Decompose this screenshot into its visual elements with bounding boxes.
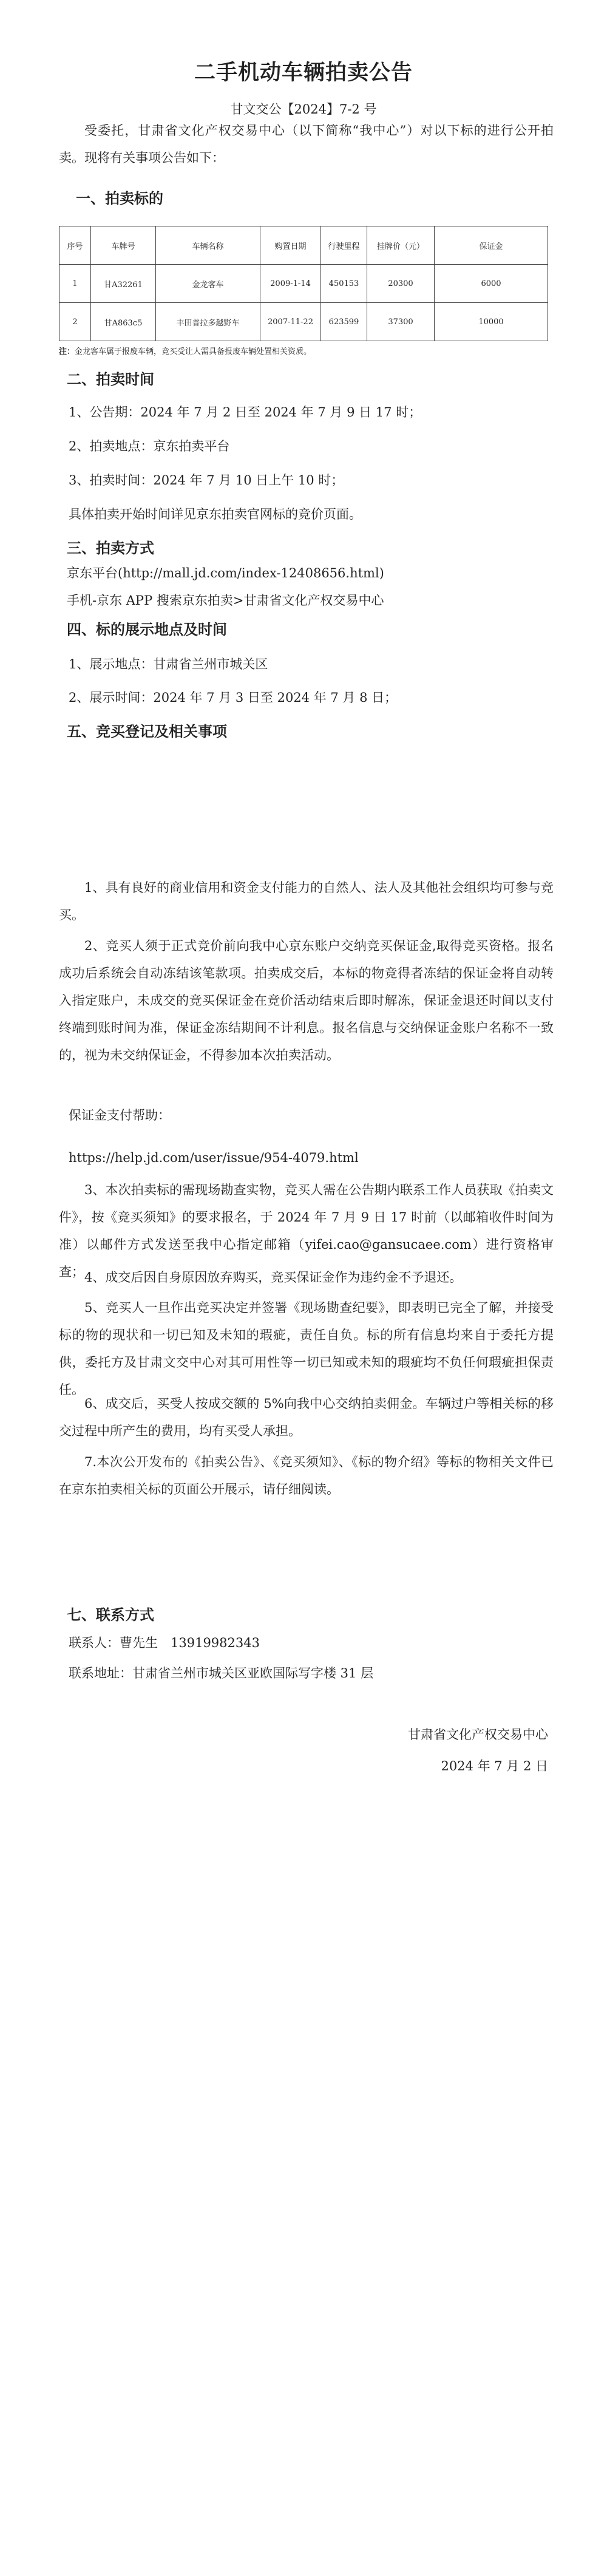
note-text: 金龙客车属于报废车辆，竞买受让人需具备报废车辆处置相关资质。 bbox=[75, 347, 312, 356]
section-7-heading: 七、联系方式 bbox=[67, 1606, 154, 1623]
table-cell: 1 bbox=[59, 265, 91, 303]
display-time: 2、展示时间：2024 年 7 月 3 日至 2024 年 7 月 8 日； bbox=[69, 690, 398, 705]
contact-address: 联系地址：甘肃省兰州市城关区亚欧国际写字楼 31 层 bbox=[69, 1666, 374, 1681]
section-4-heading: 四、标的展示地点及时间 bbox=[67, 621, 227, 638]
auction-items-table bbox=[59, 226, 548, 341]
table-note bbox=[59, 345, 311, 356]
display-location: 1、展示地点：甘肃省兰州市城关区 bbox=[69, 657, 268, 671]
table-cell: 2007-11-22 bbox=[260, 303, 321, 341]
jd-platform-link[interactable]: 京东平台(http://mall.jd.com/index-12408656.html) bbox=[67, 566, 384, 580]
contact-person: 联系人：曹先生 13919982343 bbox=[69, 1636, 260, 1650]
document-number: 甘文交公【2024】7-2 号 bbox=[230, 102, 377, 117]
eligibility-paragraph: 1、具有良好的商业信用和资金支付能力的自然人、法人及其他社会组织均可参与竞买。 bbox=[59, 880, 554, 922]
inspection-paragraph: 3、本次拍卖标的需现场勘查实物，竞买人需在公告期内联系工作人员获取《拍卖文件》，按《竞买须知》的要求报名，于 2024 年 7 月 9 日 17 时前（以邮箱收件时间为准）以邮件方式发送至我中心指定邮箱（yifei.cao@gansucaee.com）进行资格审查； bbox=[59, 1183, 554, 1279]
table-cell: 6000 bbox=[435, 265, 548, 303]
table-cell: 甘A863c5 bbox=[91, 303, 156, 341]
table-cell: 2 bbox=[59, 303, 91, 341]
page-title: 二手机动车辆拍卖公告 bbox=[194, 61, 413, 85]
table-cell: 37300 bbox=[367, 303, 435, 341]
signature-org: 甘肃省文化产权交易中心 bbox=[408, 1727, 548, 1742]
table-cell: 2009-1-14 bbox=[260, 265, 321, 303]
liability-paragraph: 5、竞买人一旦作出竞买决定并签署《现场勘查纪要》，即表明已完全了解，并接受标的物的现状和一切已知及未知的瑕疵，责任自负。标的所有信息均来自于委托方提供，委托方及甘肃文交中心对其可用性等一切已知或未知的瑕疵均不负任何瑕疵担保责任。 bbox=[59, 1300, 554, 1397]
table-cell: 623599 bbox=[321, 303, 367, 341]
table-header: 序号 bbox=[59, 226, 91, 265]
section-1-heading: 一、拍卖标的 bbox=[76, 190, 163, 207]
table-row bbox=[59, 303, 548, 341]
commission-paragraph: 6、成交后，买受人按成交额的 5%向我中心交纳拍卖佣金。车辆过户等相关标的移交过程中所产生的费用，均有买受人承担。 bbox=[59, 1396, 554, 1438]
table-header-row bbox=[59, 226, 548, 265]
intro-paragraph: 受委托，甘肃省文化产权交易中心（以下简称“我中心”）对以下标的进行公开拍卖。现将有关事项公告如下： bbox=[59, 123, 554, 165]
forfeit-paragraph: 4、成交后因自身原因放弃购买，竞买保证金作为违约金不予退还。 bbox=[84, 1270, 463, 1285]
table-cell: 丰田普拉多越野车 bbox=[156, 303, 260, 341]
table-header: 行驶里程 bbox=[321, 226, 367, 265]
table-header: 购置日期 bbox=[260, 226, 321, 265]
auction-time: 3、拍卖时间：2024 年 7 月 10 日上午 10 时； bbox=[69, 473, 344, 488]
table-cell: 金龙客车 bbox=[156, 265, 260, 303]
table-cell: 10000 bbox=[435, 303, 548, 341]
deposit-help-link[interactable]: https://help.jd.com/user/issue/954-4079.html bbox=[69, 1150, 359, 1165]
table-cell: 20300 bbox=[367, 265, 435, 303]
table-header: 车牌号 bbox=[91, 226, 156, 265]
deposit-help-label: 保证金支付帮助： bbox=[69, 1108, 171, 1123]
note-label: 注： bbox=[59, 347, 75, 356]
table-row bbox=[59, 265, 548, 303]
section-5-heading: 五、竞买登记及相关事项 bbox=[67, 723, 227, 740]
table-cell: 甘A32261 bbox=[91, 265, 156, 303]
auction-time-detail: 具体拍卖开始时间详见京东拍卖官网标的竞价页面。 bbox=[69, 507, 362, 522]
table-header: 车辆名称 bbox=[156, 226, 260, 265]
announcement-period: 1、公告期：2024 年 7 月 2 日至 2024 年 7 月 9 日 17 时； bbox=[69, 405, 422, 420]
jd-app-instruction: 手机-京东 APP 搜索京东拍卖>甘肃省文化产权交易中心 bbox=[67, 593, 384, 608]
signature-date: 2024 年 7 月 2 日 bbox=[441, 1759, 548, 1773]
table-header: 保证金 bbox=[435, 226, 548, 265]
auction-location: 2、拍卖地点：京东拍卖平台 bbox=[69, 439, 230, 454]
section-2-heading: 二、拍卖时间 bbox=[67, 371, 154, 388]
deposit-paragraph: 2、竞买人须于正式竞价前向我中心京东账户交纳竞买保证金,取得竞买资格。报名成功后系统会自动冻结该笔款项。拍卖成交后，本标的物竞得者冻结的保证金将自动转入指定账户，未成交的竞买保证金在竞价活动结束后即时解冻，保证金退还时间以支付终端到账时间为准，保证金冻结期间不计利息。报名信息与交纳保证金账户名称不一致的，视为未交纳保证金，不得参加本次拍卖活动。 bbox=[59, 939, 554, 1062]
documents-paragraph: 7.本次公开发布的《拍卖公告》、《竞买须知》、《标的物介绍》等标的物相关文件已在京东拍卖相关标的页面公开展示，请仔细阅读。 bbox=[59, 1455, 554, 1497]
table-header: 挂牌价（元） bbox=[367, 226, 435, 265]
table-cell: 450153 bbox=[321, 265, 367, 303]
section-3-heading: 三、拍卖方式 bbox=[67, 540, 154, 557]
